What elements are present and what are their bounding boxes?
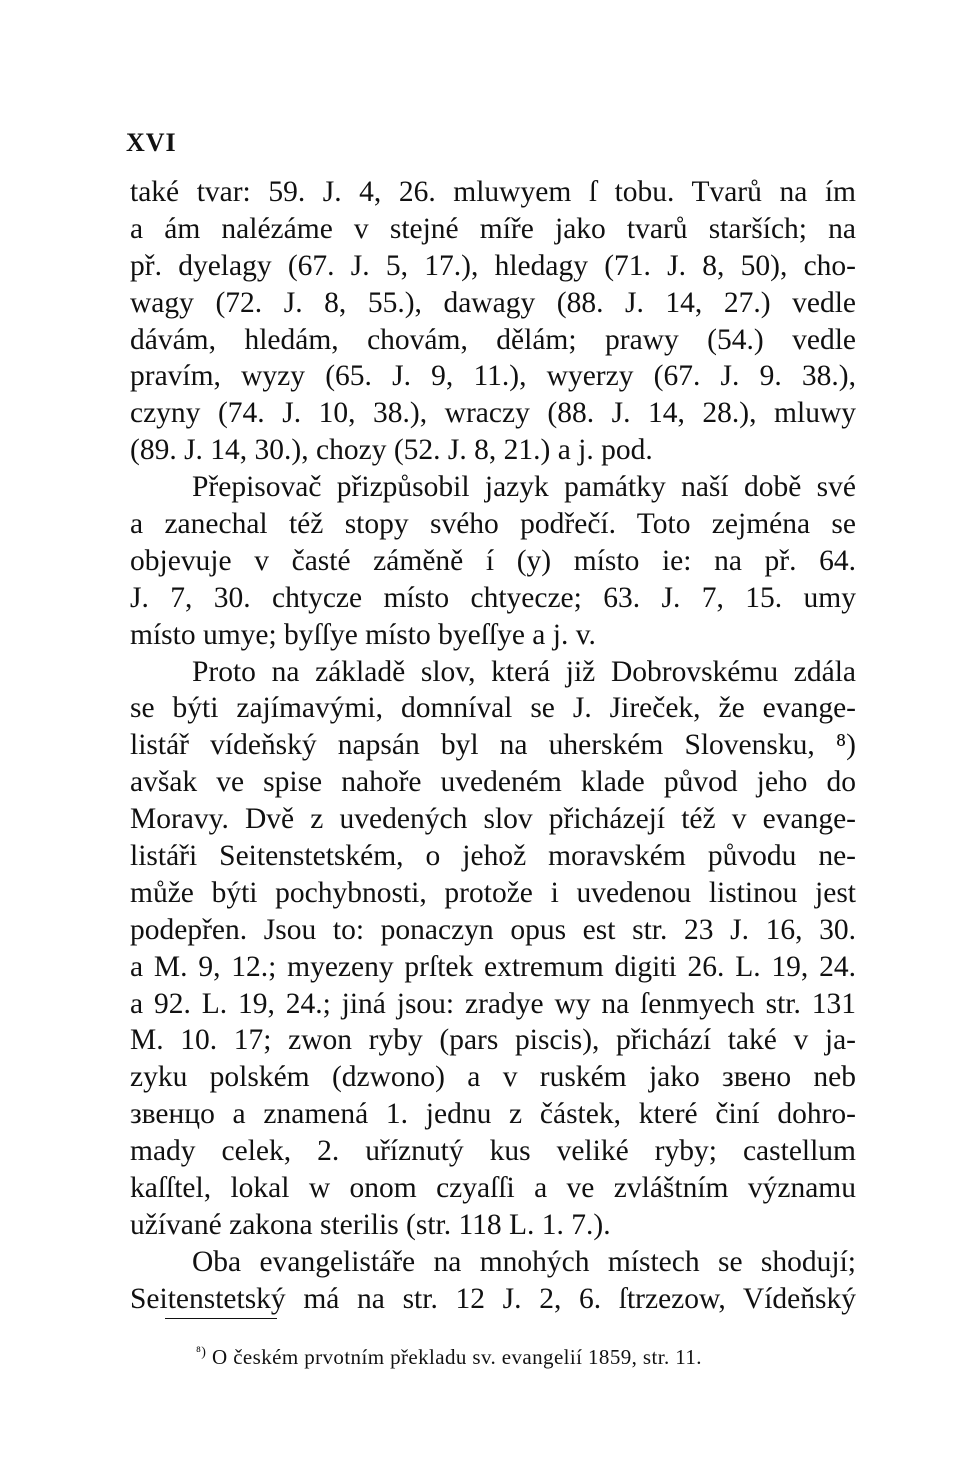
text-line: se býti zajímavými, domníval se J. Jireček, že evange-: [130, 692, 856, 725]
text-line: Moravy. Dvě z uvedených slov přicházejí též v evange-: [130, 803, 856, 836]
text-line: listář vídeňský napsán byl na uherském Slovensku, ⁸): [130, 729, 856, 762]
page-number: XVI: [126, 128, 177, 157]
text-line: kaſſtel, lokal w onom czyaſſi a ve zvláštním významu: [130, 1172, 856, 1205]
text-line: avšak ve spise nahoře uvedeném klade původ jeho do: [130, 766, 856, 799]
text-line: může býti pochybnosti, protože i uvedenou listinou jest: [130, 876, 856, 909]
text-line: listáři Seitenstetském, o jehož moravském původu ne-: [130, 840, 856, 873]
text-line: Oba evangelistáře na mnohých místech se shodují;: [192, 1245, 856, 1278]
footnote-rule: [165, 1318, 277, 1319]
text-line: dávám, hledám, chovám, dělám; prawy (54.) vedle: [130, 323, 856, 356]
footnote: [196, 1345, 702, 1370]
text-line: užívané zakona sterilis (str. 118 L. 1. 7.).: [130, 1208, 611, 1241]
text-line: podepřen. Jsou to: ponaczyn opus est str. 23 J. 16, 30.: [130, 913, 856, 946]
body-text: [130, 174, 856, 1318]
text-line: zyku polském (dzwono) a v ruském jako звено neb: [130, 1061, 856, 1094]
text-line: místo umye; byſſye místo byeſſye a j. v.: [130, 618, 596, 651]
text-line: a 92. L. 19, 24.; jiná jsou: zradye wy na ſenmyech str. 131: [130, 987, 856, 1020]
text-line: Přepisovač přizpůsobil jazyk památky naší době své: [192, 471, 856, 504]
text-line: a zanechal též stopy svého podřečí. Toto zejména se: [130, 508, 856, 541]
text-line: mady celek, 2. uříznutý kus veliké ryby; castellum: [130, 1135, 856, 1168]
text-line: a ám nalézáme v stejné míře jako tvarů starších; na: [130, 212, 856, 245]
text-line: звенцо a znamená 1. jednu z částek, které činí dohro-: [130, 1098, 856, 1131]
text-line: J. 7, 30. chtycze místo chtyecze; 63. J. 7, 15. umy: [130, 581, 856, 614]
text-line: také tvar: 59. J. 4, 26. mluwyem ſ tobu. Tvarů na ím: [130, 176, 856, 208]
text-line: czyny (74. J. 10, 38.), wraczy (88. J. 14, 28.), mluwy: [130, 397, 856, 430]
footnote-marker: ⁸): [196, 1345, 207, 1360]
text-line: wagy (72. J. 8, 55.), dawagy (88. J. 14, 27.) vedle: [130, 286, 856, 319]
text-line: objevuje v časté záměně í (y) místo ie: na př. 64.: [130, 544, 856, 577]
footnote-text: O českém prvotním překladu sv. evangelií 1859, str. 11.: [212, 1345, 702, 1369]
text-line: Seitenstetský má na str. 12 J. 2, 6. ſtrzezow, Vídeňský: [130, 1282, 856, 1315]
text-line: pravím, wyzy (65. J. 9, 11.), wyerzy (67. J. 9. 38.),: [130, 360, 856, 393]
text-line: a M. 9, 12.; myezeny prſtek extremum digiti 26. L. 19, 24.: [130, 950, 856, 983]
text-line: Proto na základě slov, která již Dobrovskému zdála: [192, 655, 856, 688]
text-line: př. dyelagy (67. J. 5, 17.), hledagy (71. J. 8, 50), cho-: [130, 249, 856, 282]
text-line: M. 10. 17; zwon ryby (pars piscis), přichází také v ja-: [130, 1024, 856, 1057]
text-line: (89. J. 14, 30.), chozy (52. J. 8, 21.) a j. pod.: [130, 434, 653, 467]
